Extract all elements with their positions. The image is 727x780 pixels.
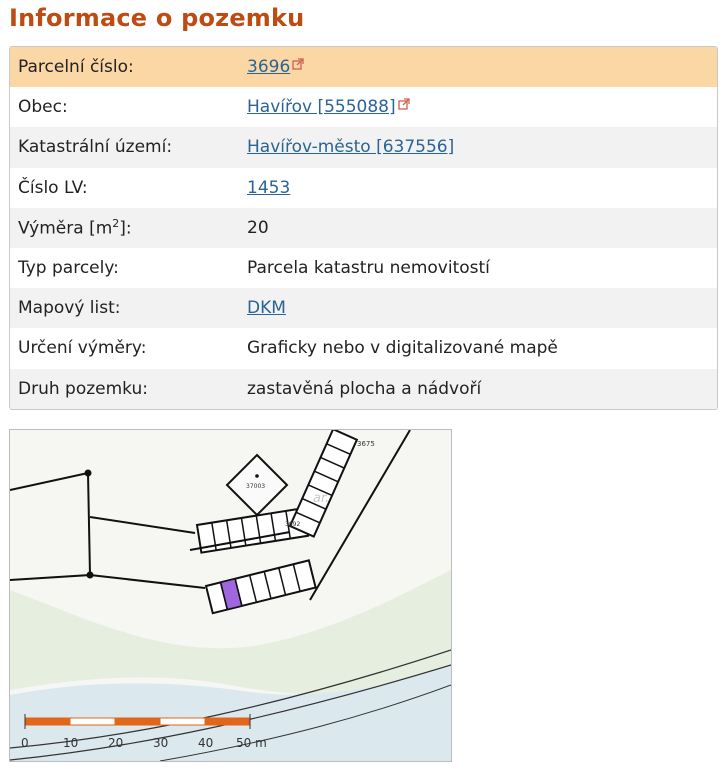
row-area bbox=[10, 208, 717, 248]
scale-tick-label: 20 bbox=[108, 736, 124, 750]
row-parcel-type bbox=[10, 248, 717, 288]
parcel-type-value: Parcela katastru nemovitostí bbox=[247, 258, 490, 279]
parcel-label-3675: 3675 bbox=[357, 440, 375, 448]
row-map-sheet bbox=[10, 288, 717, 328]
parcel-point bbox=[255, 474, 259, 478]
area-value: 20 bbox=[247, 217, 269, 238]
boundary-point bbox=[87, 572, 94, 579]
scale-tick-label: 50 m bbox=[236, 736, 267, 750]
row-label: Druh pozemku: bbox=[18, 378, 148, 399]
parcel-number-link[interactable]: 3696 bbox=[247, 57, 291, 78]
land-type-value: zastavěná plocha a nádvoří bbox=[247, 378, 482, 399]
row-label: Parcelní číslo: bbox=[18, 57, 134, 78]
external-link-icon[interactable] bbox=[292, 58, 304, 70]
row-cadastral-area bbox=[10, 127, 717, 167]
map-sheet-link[interactable]: DKM bbox=[247, 298, 286, 319]
boundary-point bbox=[85, 470, 92, 477]
parcel-label-3692: 3692 bbox=[285, 521, 301, 528]
scale-segment bbox=[160, 718, 205, 725]
row-label: Určení výměry: bbox=[18, 338, 147, 359]
map-faded-text: ar. bbox=[313, 491, 330, 506]
scale-tick-label: 0 bbox=[21, 736, 29, 750]
row-label: Katastrální území: bbox=[18, 137, 173, 158]
row-land-type bbox=[10, 369, 717, 409]
scale-tick-label: 40 bbox=[198, 736, 214, 750]
row-label: Mapový list: bbox=[18, 298, 121, 319]
row-parcel-number bbox=[10, 47, 717, 87]
scale-tick-label: 10 bbox=[63, 736, 79, 750]
row-label: Typ parcely: bbox=[18, 258, 119, 279]
map-canvas bbox=[10, 430, 451, 761]
row-municipality bbox=[10, 87, 717, 127]
area-determination-value: Graficky nebo v digitalizované mapě bbox=[247, 338, 558, 359]
page-title: Informace o pozemku bbox=[9, 4, 305, 32]
row-lv-number bbox=[10, 168, 717, 208]
municipality-link[interactable]: Havířov [555088] bbox=[247, 97, 396, 118]
scale-segment bbox=[205, 718, 250, 725]
cadastral-area-link[interactable]: Havířov-město [637556] bbox=[247, 137, 455, 158]
parcel-info-table bbox=[9, 46, 718, 410]
lv-number-link[interactable]: 1453 bbox=[247, 177, 291, 198]
scale-segment bbox=[25, 718, 70, 725]
scale-segment bbox=[115, 718, 160, 725]
scale-segment bbox=[70, 718, 115, 725]
external-link-icon[interactable] bbox=[398, 98, 410, 110]
row-label: Číslo LV: bbox=[18, 177, 88, 198]
scale-tick-label: 30 bbox=[153, 736, 169, 750]
row-label: Obec: bbox=[18, 97, 68, 118]
cadastral-map[interactable] bbox=[9, 429, 452, 762]
row-area-determination bbox=[10, 328, 717, 368]
parcel-label-3703: 37003 bbox=[246, 483, 266, 490]
row-label: Výměra $[m^2]$: bbox=[18, 217, 132, 239]
